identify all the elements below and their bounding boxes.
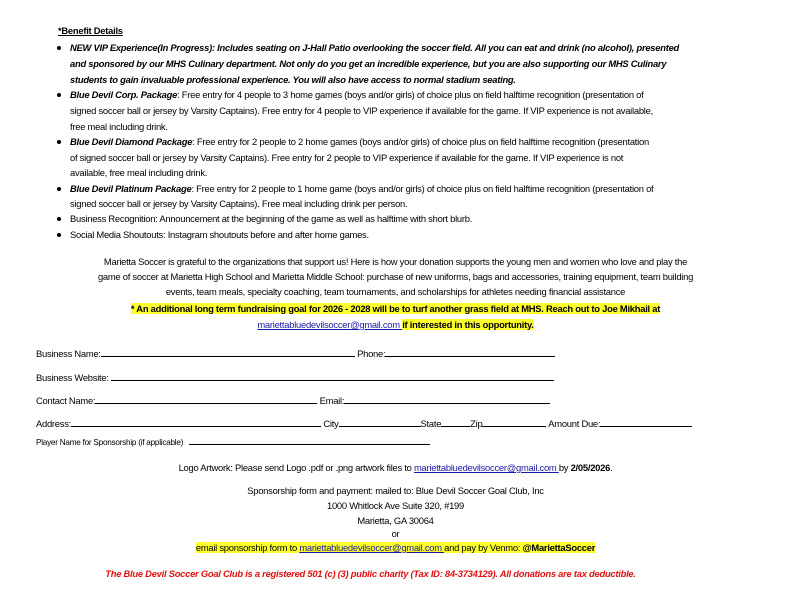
goal-text-2: if interested in this opportunity. bbox=[402, 319, 534, 330]
zip-field[interactable] bbox=[482, 417, 546, 427]
business-name-label: Business Name: bbox=[36, 348, 101, 359]
platinum-text: : Free entry for 2 people to 1 home game (boys and/or girls) of choice plus on field halftime recognition (presentation of bbox=[191, 183, 654, 194]
diamond-line: of signed soccer ball or jersey by Varsity Captains). Free entry for 2 people to VIP experience if available for the game. If VIP experience is not bbox=[70, 152, 624, 163]
city-label: City bbox=[323, 418, 339, 429]
state-field[interactable] bbox=[441, 417, 470, 427]
platinum-line: signed soccer ball or jersey by Varsity Captains). Free meal including drink per person. bbox=[70, 198, 408, 209]
business-name-field[interactable] bbox=[101, 347, 355, 357]
amount-field[interactable] bbox=[600, 417, 692, 427]
website-label: Business Website: bbox=[36, 372, 109, 383]
goal-text: * An additional long term fundraising goal for 2026 - 2028 will be to turf another grass field at MHS. Reach out to Joe Mikhail at bbox=[130, 303, 661, 314]
tax-notice: The Blue Devil Soccer Goal Club is a registered 501 (c) (3) public charity (Tax ID: 84-3734129). All donations are tax deductible. bbox=[105, 568, 636, 579]
corp-package-name: Blue Devil Corp. Package bbox=[70, 89, 178, 100]
city-field[interactable] bbox=[339, 417, 421, 427]
logo-email-link[interactable]: mariettabluedevilsoccer@gmail.com bbox=[414, 462, 559, 473]
platinum-package-name: Blue Devil Platinum Package bbox=[70, 183, 192, 194]
or-text: or bbox=[391, 528, 400, 539]
bullet-icon bbox=[57, 46, 61, 50]
diamond-text: : Free entry for 2 people to 2 home games (boys and/or girls) of choice plus on field halftime recognition (presentation bbox=[192, 136, 649, 147]
address-label: Address: bbox=[36, 418, 71, 429]
player-field[interactable] bbox=[189, 435, 430, 445]
intro-line: events, team meals, specialty coaching, team tournaments, and scholarships for athletes needing financial assistance bbox=[165, 286, 626, 297]
address-field[interactable] bbox=[71, 417, 321, 427]
diamond-line: available, free meal including drink. bbox=[70, 167, 208, 178]
email-field[interactable] bbox=[344, 394, 550, 404]
email-form-text: email sponsorship form to bbox=[195, 542, 300, 553]
corp-line bbox=[70, 89, 643, 101]
logo-text: Logo Artwork: Please send Logo .pdf or .png artwork files to bbox=[178, 462, 414, 473]
benefit-heading: *Benefit Details bbox=[58, 25, 123, 36]
mail-email-link[interactable]: mariettabluedevilsoccer@gmail.com bbox=[299, 542, 445, 553]
logo-end: . bbox=[610, 462, 613, 473]
venmo-text: and pay by Venmo: bbox=[444, 542, 523, 553]
contact-field[interactable] bbox=[95, 394, 317, 404]
player-label: Player Name for Sponsorship (if applicable) bbox=[36, 438, 184, 447]
intro-line: Marietta Soccer is grateful to the organizations that support us! Here is how your donation supports the young men and women who love and play the bbox=[103, 256, 688, 267]
website-field[interactable] bbox=[111, 371, 554, 381]
bullet-icon bbox=[57, 187, 61, 191]
bullet-icon bbox=[57, 217, 61, 221]
intro-line: game of soccer at Marietta High School and Marietta Middle School: purchase of new uniforms, bags and accessories, training equipment, team building bbox=[97, 271, 694, 282]
diamond-line bbox=[70, 136, 649, 148]
goal-email-link[interactable]: mariettabluedevilsoccer@gmail.com bbox=[257, 319, 403, 330]
bullet-icon bbox=[57, 140, 61, 144]
business-recognition: Business Recognition: Announcement at the beginning of the game as well as halftime with short blurb. bbox=[70, 213, 473, 224]
contact-label: Contact Name: bbox=[36, 395, 96, 406]
vip-line: students to gain invaluable professional experience. You will also have access to normal stadium seating. bbox=[70, 74, 516, 85]
phone-field[interactable] bbox=[385, 347, 555, 357]
amount-label: Amount Due: bbox=[548, 418, 601, 429]
corp-line: free meal including drink. bbox=[70, 121, 168, 132]
logo-by: by bbox=[558, 462, 571, 473]
vip-line: and sponsored by our MHS Culinary department. Not only do you get an incredible experience, but you are also supporting our MHS Culinary bbox=[70, 58, 667, 69]
mail-city: Marietta, GA 30064 bbox=[357, 515, 434, 526]
logo-date: 2/05/2026 bbox=[570, 462, 611, 473]
diamond-package-name: Blue Devil Diamond Package bbox=[70, 136, 193, 147]
email-label: Email: bbox=[319, 395, 345, 406]
social-media: Social Media Shoutouts: Instagram shoutouts before and after home games. bbox=[70, 229, 369, 240]
bullet-icon bbox=[57, 233, 61, 237]
state-label: State bbox=[420, 418, 442, 429]
zip-label: Zip bbox=[470, 418, 483, 429]
vip-line: NEW VIP Experience(In Progress): Includes seating on J-Hall Patio overlooking the soccer field. All you can eat and drink (no alcohol), presented bbox=[70, 42, 680, 53]
mail-line: Sponsorship form and payment: mailed to: Blue Devil Soccer Goal Club, Inc bbox=[247, 485, 544, 496]
bullet-icon bbox=[57, 93, 61, 97]
corp-line: signed soccer ball or jersey by Varsity Captains). Free entry for 4 people to VIP experience if available for the game. If VIP experience is not available, bbox=[70, 105, 653, 116]
phone-label: Phone: bbox=[357, 348, 386, 359]
mail-address: 1000 Whitlock Ave Suite 320, #199 bbox=[327, 500, 464, 511]
venmo-handle: @MariettaSoccer bbox=[522, 542, 596, 553]
corp-text: : Free entry for 4 people to 3 home games (boys and/or girls) of choice plus on field halftime recognition (presentation of bbox=[177, 89, 644, 100]
platinum-line bbox=[70, 183, 653, 195]
